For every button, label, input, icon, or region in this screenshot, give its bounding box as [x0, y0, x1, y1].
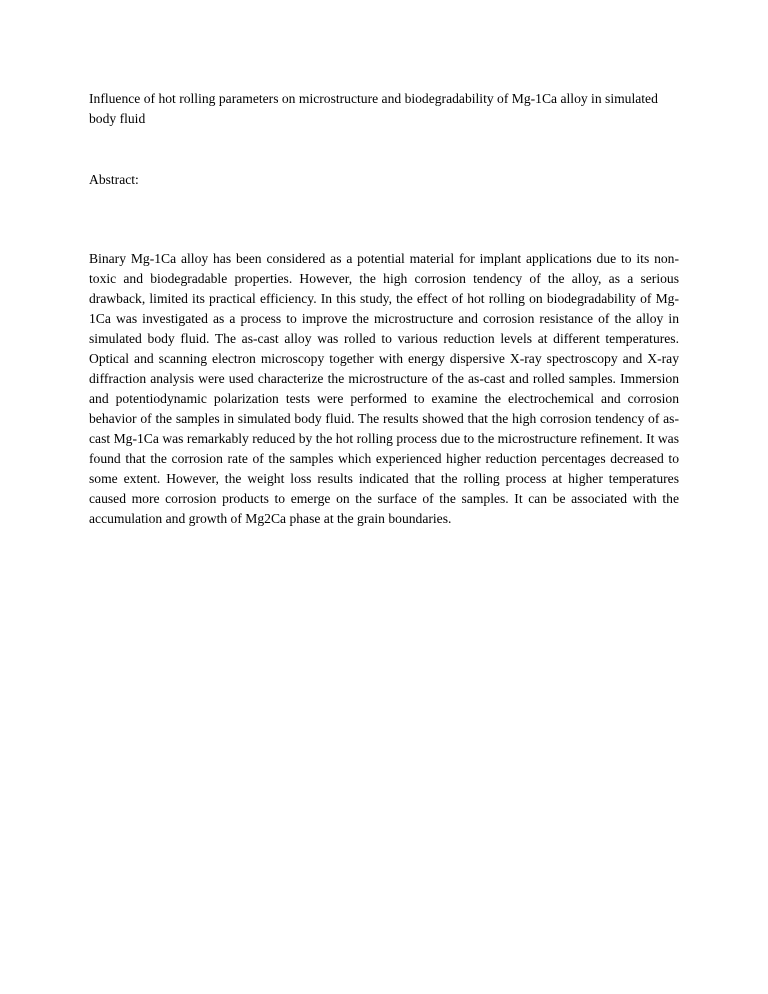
paper-title: Influence of hot rolling parameters on microstructure and biodegradability of Mg-1Ca alloy in simulated body fluid	[89, 91, 658, 126]
abstract-heading: Abstract:	[89, 172, 139, 187]
abstract-body: Binary Mg-1Ca alloy has been considered as a potential material for implant applications due to its non-toxic and biodegradable properties. However, the high corrosion tendency of the alloy, as a serious drawback, limited its practical efficiency. In this study, the effect of hot rolling on biodegradability of Mg-1Ca was investigated as a process to improve the microstructure and corrosion resistance of the alloy in simulated body fluid. The as-cast alloy was rolled to various reduction levels at different temperatures. Optical and scanning electron microscopy together with energy dispersive X-ray spectroscopy and X-ray diffraction analysis were used characterize the microstructure of the as-cast and rolled samples. Immersion and potentiodynamic polarization tests were performed to examine the electrochemical and corrosion behavior of the samples in simulated body fluid. The results showed that the high corrosion tendency of as-cast Mg-1Ca was remarkably reduced by the hot rolling process due to the microstructure refinement. It was found that the corrosion rate of the samples which experienced higher reduction percentages decreased to some extent. However, the weight loss results indicated that the rolling process at higher temperatures caused more corrosion products to emerge on the surface of the samples. It can be associated with the accumulation and growth of Mg2Ca phase at the grain boundaries.	[89, 251, 679, 526]
